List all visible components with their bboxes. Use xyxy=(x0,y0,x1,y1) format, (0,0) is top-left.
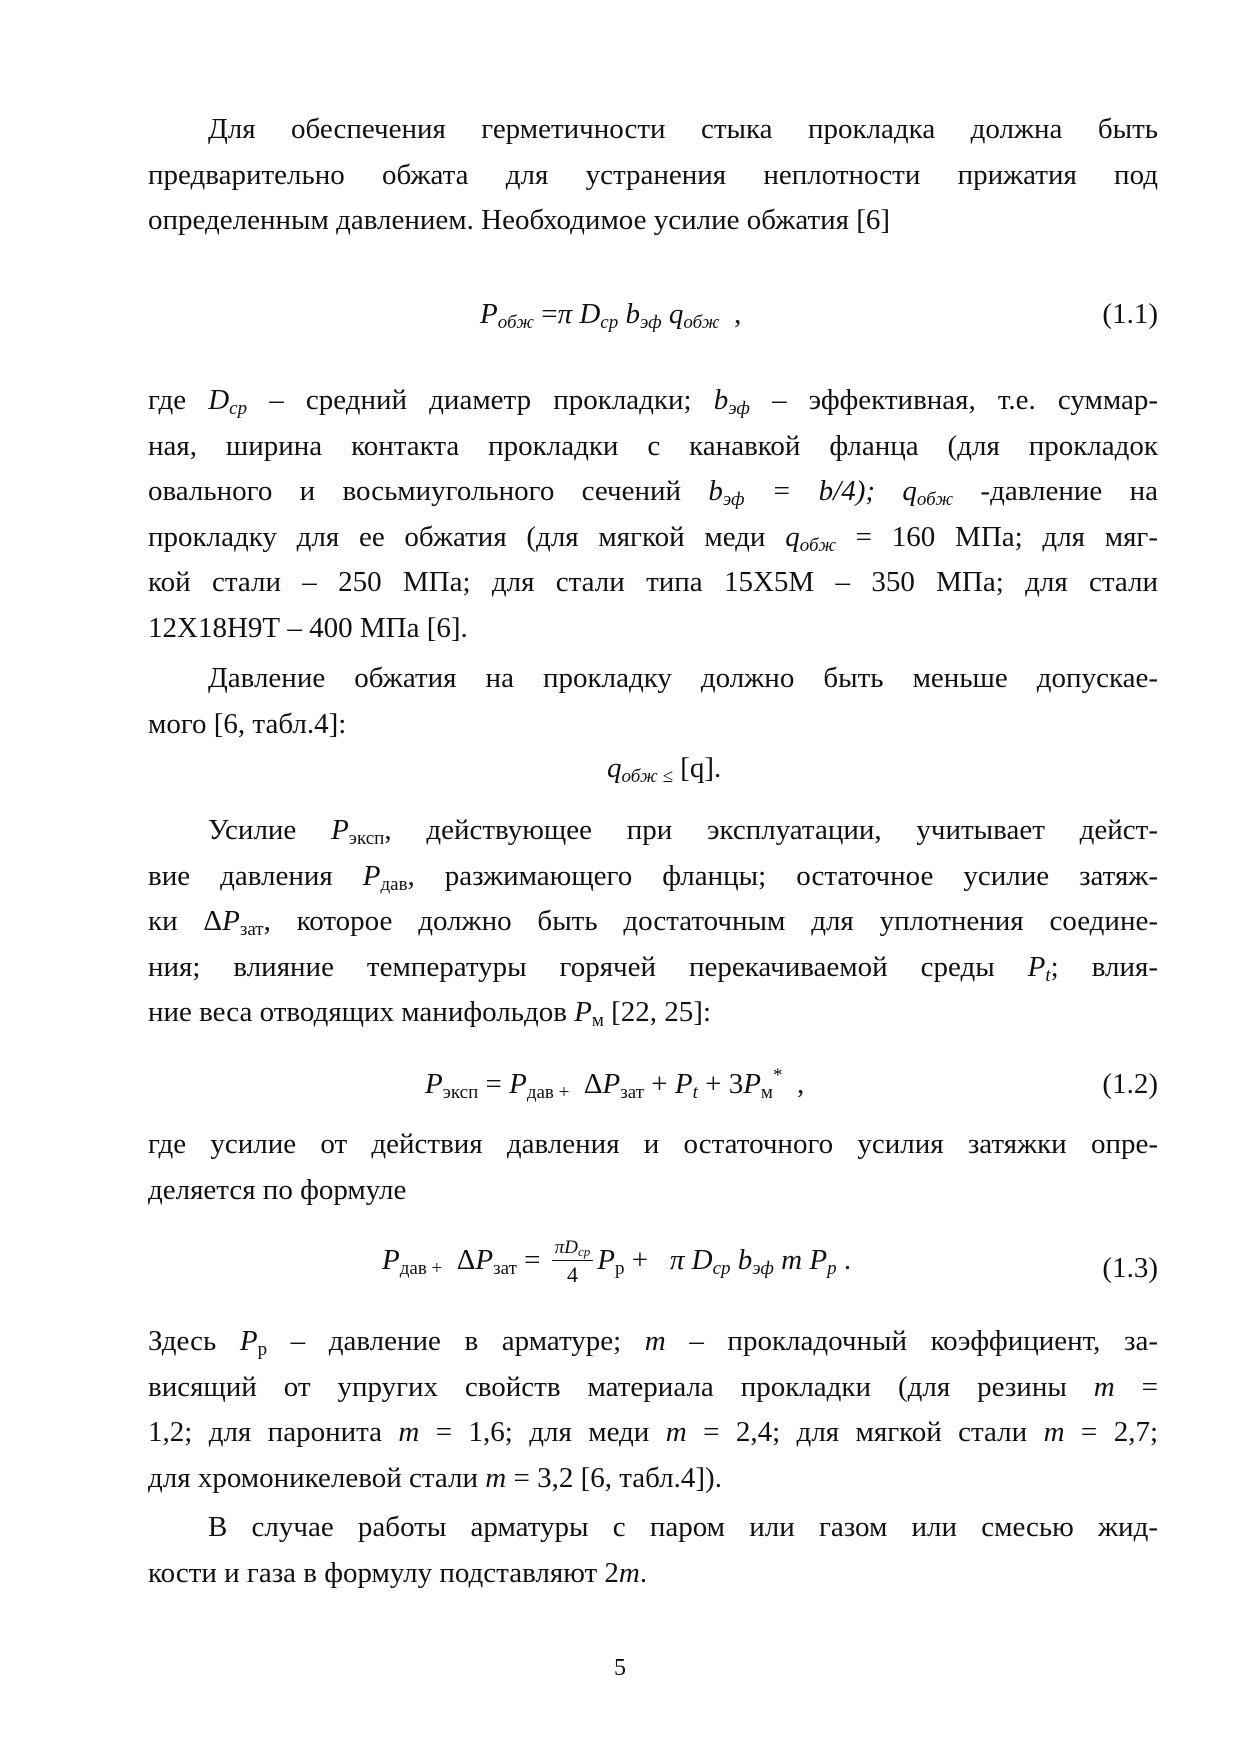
paragraph-4 xyxy=(148,808,1158,1036)
paragraph-4-line: ки $\Delta P_{зат}$, которое должно быть достаточным для уплотнения соедине- xyxy=(148,905,1159,940)
paragraph-2-line: где $D_{ср}$ – средний диаметр прокладки; $b_{эф}$ – эффективная, т.е. суммар- xyxy=(148,384,1159,419)
paragraph-6-line: 1,2; для паронита m = 1,6; для меди m = 2,4; для мягкой стали m = 2,7; xyxy=(148,1416,1158,1448)
paragraph-4-line: вие давления $P_{дав}$, разжимающего фланцы; остаточное усилие затяж- xyxy=(148,859,1158,895)
paragraph-2-line: прокладку для ее обжатия (для мягкой меди $q_{обж} = 160$ МПа; для мяг- xyxy=(148,520,1158,556)
equation-1-1: $P_{обж} =\pi$ $D_{ср}$ $b_{эф}$ $q_{обж}$ , xyxy=(480,298,742,333)
paragraph-4-line: Усилие $P_{эксп}$, действующее при эксплуатации, учитывает дейст- xyxy=(208,814,1158,849)
paragraph-2-line: кой стали – 250 МПа; для стали типа 15Х5М – 350 МПа; для стали xyxy=(148,566,1158,598)
equation-1-1-number: (1.1) xyxy=(1102,298,1158,330)
paragraph-3 xyxy=(148,656,1158,747)
paragraph-5-line: где усилие от действия давления и остаточного усилия затяжки опре- xyxy=(148,1128,1158,1160)
page-number: 5 xyxy=(614,1655,626,1681)
paragraph-3-line: Давление обжатия на прокладку должно быть меньше допускае- xyxy=(208,662,1158,694)
paragraph-6 xyxy=(148,1319,1158,1501)
paragraph-1-line: Для обеспечения герметичности стыка прокладка должна быть xyxy=(208,113,1158,145)
equation-1-2-number: (1.2) xyxy=(1102,1068,1158,1100)
paragraph-2-line: овального и восьмиугольного сечений $b_{эф} = b/4$); $q_{обж}$ -давление на xyxy=(148,475,1158,510)
paragraph-3-line: мого [6, табл.4]: xyxy=(148,707,347,740)
paragraph-6-line: для хромоникелевой стали m = 3,2 [6, табл.4]). xyxy=(148,1461,722,1494)
paragraph-1-line: определенным давлением. Необходимое усилие обжатия [6] xyxy=(148,204,891,236)
paragraph-2 xyxy=(148,378,1158,651)
paragraph-2-line: 12Х18Н9Т – 400 МПа [6]. xyxy=(148,611,468,644)
paragraph-5-line: деляется по формуле xyxy=(148,1173,407,1206)
equation-1-3: $P_{дав +}$ $\Delta P_{зат}$ = $\frac{\pi D_{ср}}{4}$ $P_р + \pi$ $D_{ср}$ $b_{эф}$ m $P_р$ . xyxy=(382,1237,852,1287)
inequality-formula: $q_{обж \le}$ [q]. xyxy=(607,752,722,787)
paragraph-2-line: ная, ширина контакта прокладки с канавкой фланца (для прокладок xyxy=(148,429,1158,462)
paragraph-1 xyxy=(148,107,1158,244)
paragraph-1-line: предварительно обжата для устранения неплотности прижатия под xyxy=(148,158,1158,191)
fraction-pi-dcp-over-4: $\frac{\pi D_{ср}}{4}$ xyxy=(552,1236,594,1289)
paragraph-5 xyxy=(148,1122,1158,1213)
equation-1-2: $P_{эксп} = P_{дав +}$ $\Delta P_{зат} + P_t + 3P_м^*$ , xyxy=(425,1065,805,1103)
paragraph-6-line: Здесь $P_р$ – давление в арматуре; m – прокладочный коэффициент, за- xyxy=(148,1325,1158,1360)
paragraph-4-line: ния; влияние температуры горячей перекачиваемой среды $P_t$; влия- xyxy=(148,950,1158,986)
paragraph-4-line: ние веса отводящих манифольдов $P_м$ [22, 25]: xyxy=(148,996,712,1031)
paragraph-7-line: В случае работы арматуры с паром или газом или смесью жид- xyxy=(208,1511,1158,1543)
paragraph-6-line: висящий от упругих свойств материала прокладки (для резины m = xyxy=(148,1370,1159,1403)
paragraph-7 xyxy=(148,1505,1158,1596)
equation-1-3-number: (1.3) xyxy=(1102,1252,1158,1284)
paragraph-7-line: кости и газа в формулу подставляют 2m. xyxy=(148,1556,648,1589)
